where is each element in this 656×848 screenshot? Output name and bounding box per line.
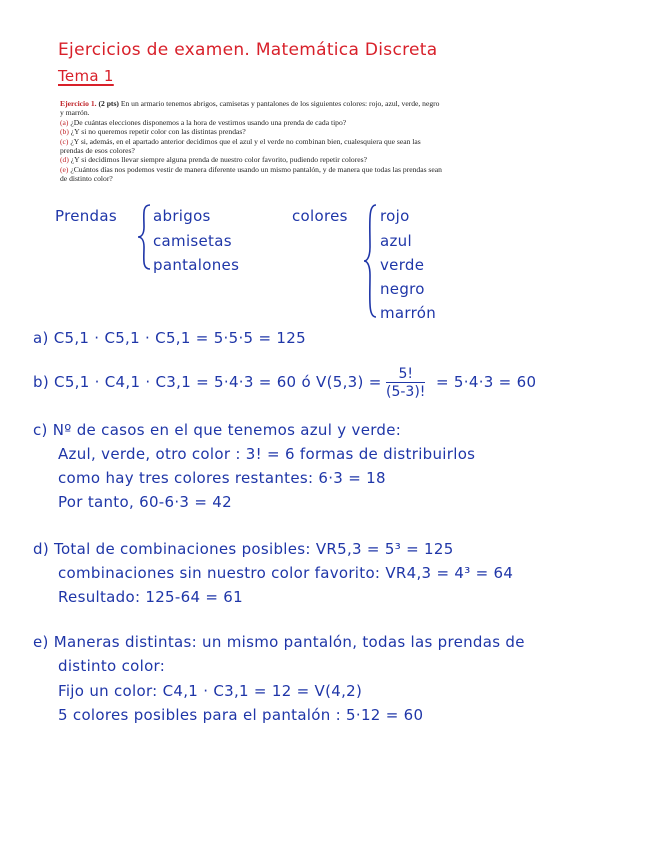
answer-e-line: 5 colores posibles para el pantalón : 5·12 = 60 <box>58 706 424 724</box>
problem-item-b: (b) ¿Y si no queremos repetir color con las distintas prendas? <box>60 127 246 137</box>
page-title: Ejercicios de examen. Matemática Discreta <box>58 40 438 60</box>
answer-b-fraction <box>386 366 425 400</box>
problem-item-c: (c) ¿Y si, además, en el apartado anterior decidimos que el azul y el verde no combinan bien, cualesquiera que sean las prendas de esos colores? <box>60 136 421 156</box>
answer-d-line: combinaciones sin nuestro color favorito: VR4,3 = 4³ = 64 <box>58 564 514 582</box>
color-item: marrón <box>380 304 437 322</box>
answer-d-line: Resultado: 125-64 = 61 <box>58 588 243 606</box>
colores-label: colores <box>292 207 348 225</box>
colores-brace-icon <box>362 203 378 319</box>
prenda-item: pantalones <box>153 256 240 274</box>
problem-heading: Ejercicio 1. <box>60 99 97 108</box>
answer-b-result: = 5·4·3 = 60 <box>436 373 537 391</box>
answer-e-line: Fijo un color: C4,1 · C3,1 = 12 = V(4,2) <box>58 682 363 700</box>
problem-item-d: (d) ¿Y si decidimos llevar siempre alguna prenda de nuestro color favorito, pudiendo repetir colores? <box>60 155 367 165</box>
prenda-item: abrigos <box>153 207 211 225</box>
problem-intro-text: En un armario tenemos abrigos, camisetas y pantalones de los siguientes colores: rojo, azul, verde, negro y marrón. <box>60 99 440 118</box>
answer-c-line: c) Nº de casos en el que tenemos azul y verde: <box>33 421 402 439</box>
color-item: verde <box>380 256 425 274</box>
answer-e-line: e) Maneras distintas: un mismo pantalón, todas las prendas de <box>33 633 525 651</box>
problem-statement <box>60 99 445 184</box>
color-item: negro <box>380 280 425 298</box>
color-item: azul <box>380 232 412 250</box>
answer-c-line: como hay tres colores restantes: 6·3 = 18 <box>58 469 386 487</box>
prendas-label: Prendas <box>55 207 117 225</box>
answer-e-line: distinto color: <box>58 657 166 675</box>
problem-item-e: (e) ¿Cuántos días nos podemos vestir de manera diferente usando un mismo pantalón, y de manera que todas las prendas sean de distinto color? <box>60 164 442 184</box>
answer-d-line: d) Total de combinaciones posibles: VR5,3 = 5³ = 125 <box>33 540 454 558</box>
topic-title: Tema 1 <box>58 67 114 85</box>
answer-b: b) C5,1 · C4,1 · C3,1 = 5·4·3 = 60 ó V(5,3) = <box>33 373 382 391</box>
color-item: rojo <box>380 207 410 225</box>
problem-points: (2 pts) <box>98 99 119 108</box>
prendas-brace-icon <box>136 203 152 271</box>
problem-intro <box>60 99 445 118</box>
answer-c-line: Por tanto, 60-6·3 = 42 <box>58 493 232 511</box>
prenda-item: camisetas <box>153 232 232 250</box>
fraction-denominator: (5-3)! <box>386 384 426 400</box>
problem-item-a: (a) ¿De cuántas elecciones disponemos a la hora de vestirnos usando una prenda de cada tipo? <box>60 117 347 127</box>
fraction-numerator: 5! <box>398 366 413 382</box>
answer-a: a) C5,1 · C5,1 · C5,1 = 5·5·5 = 125 <box>33 329 306 347</box>
answer-c-line: Azul, verde, otro color : 3! = 6 formas de distribuirlos <box>58 445 476 463</box>
